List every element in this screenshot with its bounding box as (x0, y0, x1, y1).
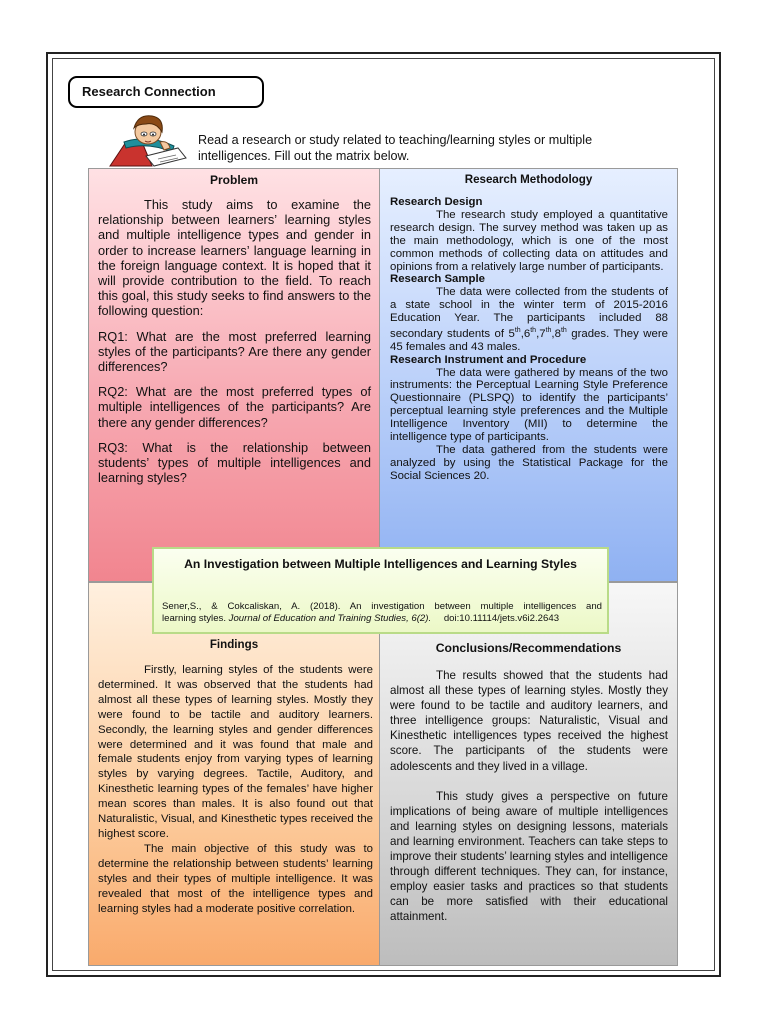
research-design-text: The research study employed a quantitative research design. The survey method was taken up as the main methodology, which is one of the most common methods of collecting data on attitudes and opinions from a relatively large number of participants. (390, 208, 668, 273)
conclusions-body (390, 668, 668, 925)
research-sample-text (390, 286, 668, 353)
research-question-1: RQ1: What are the most preferred learning styles of the participants? Are there any gender differences? (98, 328, 371, 375)
findings-body (98, 663, 373, 916)
sup-6: th (530, 327, 537, 335)
citation-doi: doi:10.11114/jets.v6i2.2643 (443, 613, 560, 624)
citation-prefix: learning styles. (162, 613, 229, 624)
findings-paragraph-2: The main objective of this study was to determine the relationship between students’ learning styles and their types of multiple intelligence. It was revealed that most of the intelligence types and learning styles had a moderate positive correlation. (98, 842, 373, 915)
research-design-heading: Research Design (390, 196, 483, 208)
sample-text-b: grades. They were 45 females and 43 males. (390, 327, 668, 353)
sup-5: th (514, 327, 521, 335)
research-instrument-heading: Research Instrument and Procedure (390, 353, 587, 366)
methodology-title: Research Methodology (464, 173, 593, 186)
findings-paragraph-1: Firstly, learning styles of the students were determined. It was observed that the students had almost all these types of learning styles. Mostly they were found to be tactile and auditory learners. Secondly, the learning styles and gender differences were determined and it was found that male and female students enjoy from varying types of learning styles by varying degrees. Tactile, Auditory, and Kinesthetic learning types of the females’ have higher mean scores than males. It is also found out that Naturalistic, Visual, and Kinesthetic types received the highest score. (98, 664, 373, 840)
research-instrument-text: The data were gathered by means of the two instruments: the Perceptual Learning Style Preference Questionnaire (PLSPQ) to identify the participants’ perceptual learning style preferences and the Multiple Intelligence Inventory (MII) to determine the intelligence type of participants. (390, 366, 668, 444)
problem-title: Problem (209, 173, 258, 187)
comma-3: , (551, 327, 555, 340)
conclusions-paragraph-2: This study gives a perspective on future implications of being aware of multiple intelligences and learning styles on designing lessons, materials and learning environment. Teachers can take steps to improve their students’ learning styles and intelligence through different techniques. They can, for instance, employ easier tasks and practices so that students can be more satisfied with their educational attainment. (390, 789, 668, 924)
research-question-3: RQ3: What is the relationship between students’ types of multiple intelligences and learning styles? (98, 439, 371, 486)
study-citation-box (152, 547, 609, 634)
research-sample-heading: Research Sample (390, 273, 485, 286)
analysis-text: The data gathered from the students were analyzed by using the Statistical Package for the Social Sciences 20. (390, 444, 668, 482)
comma-2: , (536, 327, 540, 340)
grade-6: 6 (523, 327, 531, 340)
grade-8: 8 (554, 327, 561, 340)
study-title: An Investigation between Multiple Intelligences and Learning Styles (184, 557, 577, 571)
matrix-instruction: Read a research or study related to teaching/learning styles or multiple intelligences. Fill out the matrix below. (198, 133, 593, 163)
citation-journal: Journal of Education and Training Studies, 6(2). (228, 613, 432, 624)
problem-paragraph: This study aims to examine the relationship between learners’ learning styles and multiple intelligence types and gender in order to increase learners’ language learning in the foreign language context. It is hoped that it will provide contribution to the field. To reach this goal, this study seeks to find answers to the following question: (98, 197, 371, 319)
sup-7: th (545, 327, 552, 335)
sup-8: th (560, 327, 567, 335)
conclusions-paragraph-1: The results showed that the students had almost all these types of learning styles. Mostly they were found to be tactile and auditory learners, and three intelligence groups: Naturalistic, Visual and Kinesthetic intelligences types received the highest score. The participants of the students were adolescents and they lived in a village. (390, 669, 668, 773)
research-connection-badge: Research Connection (68, 76, 264, 108)
grade-7: 7 (539, 327, 546, 340)
conclusions-title: Conclusions/Recommendations (435, 641, 622, 655)
comma-1: , (520, 327, 524, 340)
findings-title: Findings (209, 638, 259, 651)
student-reading-icon (108, 112, 188, 168)
sample-text-a: The data were collected from the students of a state school in the winter term of 2015-2016 Education Year. The participants included 88 secondary students of 5 (390, 286, 668, 340)
citation-line-2 (162, 613, 602, 625)
problem-body (98, 197, 371, 485)
research-question-2: RQ2: What are the most preferred types of multiple intelligences of the participants? Are there any gender differences? (98, 384, 371, 430)
methodology-body (390, 196, 668, 483)
citation-line-1: Sener,S., & Cokcaliskan, A. (2018). An investigation between multiple intelligences and (162, 601, 602, 612)
